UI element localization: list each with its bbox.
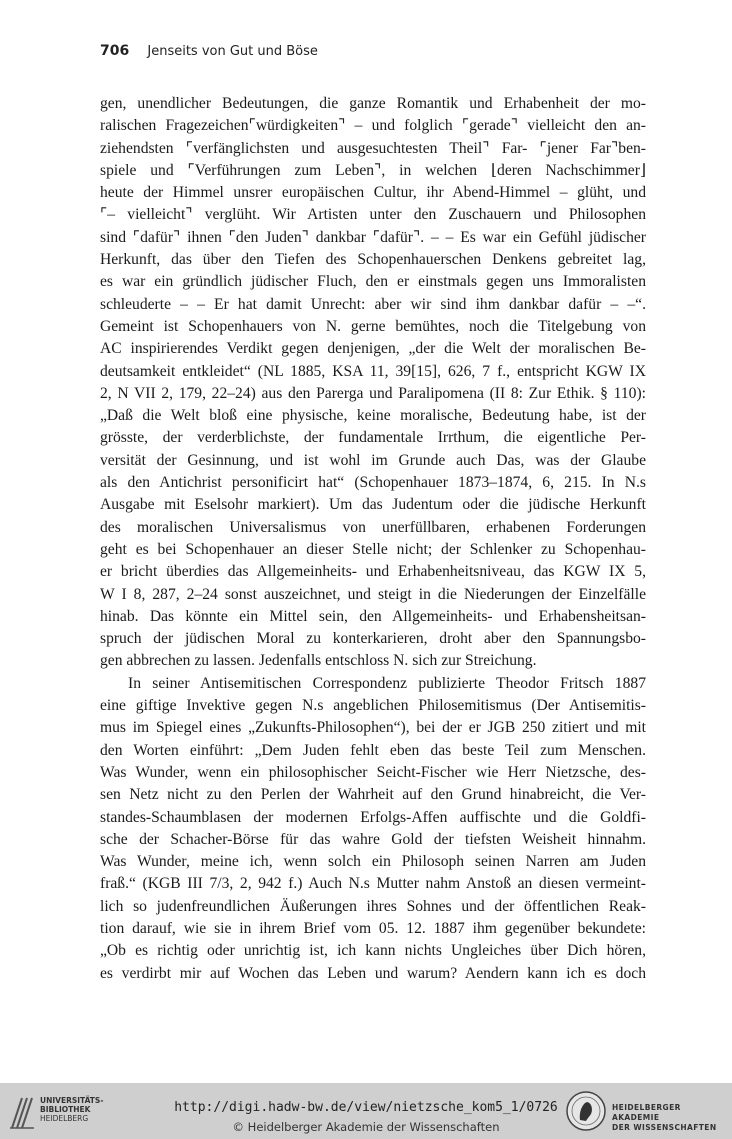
text-line: geht es bei Schopenhauer an dieser Stelle nicht; der Schlenker zu Schopenhau- bbox=[100, 540, 646, 558]
text-line: AC inspirierendes Verdikt gegen denjenigen, „der die Welt der moralischen Be- bbox=[100, 340, 646, 358]
text-line: sche der Schacher-Börse für das wahre Gold der tiefsten Weisheit hinnahm. bbox=[100, 830, 646, 848]
text-line: In seiner Antisemitischen Correspondenz publizierte Theodor Fritsch 1887 bbox=[128, 674, 646, 692]
text-line: Gemeint ist Schopenhauers von N. gerne bemühtes, noch die Titelgebung von bbox=[100, 317, 646, 335]
text-line: tion darauf, wie sie in ihrem Brief vom 05. 12. 1887 ihm gegenüber bekundete: bbox=[100, 919, 646, 937]
text-line: Was Wunder, wenn ein philosophischer Seicht-Fischer wie Herr Nietzsche, des- bbox=[100, 763, 646, 781]
text-line: Ausgabe mit Eselsohr markiert). Um das Judentum oder die jüdische Herkunft bbox=[100, 496, 646, 514]
text-line: ralischen Fragezeichen⌜würdigkeiten⌝ – und folglich ⌜gerade⌝ vielleicht den an- bbox=[100, 117, 646, 135]
text-line: versität der Gesinnung, und ist wohl im Grunde auch Das, was der Glaube bbox=[100, 451, 646, 469]
text-line: den Worten einführt: „Dem Juden fehlt eben das beste Teil zum Menschen. bbox=[100, 741, 646, 759]
text-line: als den Antichrist personificirt hat“ (Schopenhauer 1873–1874, 6, 215. In N.s bbox=[100, 474, 646, 492]
library-name-line: UNIVERSITÄTS- bbox=[40, 1096, 104, 1105]
text-line: W I 8, 287, 2–24 sonst auszeichnet, und steigt in die Niederungen der Einzelfälle bbox=[100, 585, 646, 603]
text-line: ⌜– vielleicht⌝ verglüht. Wir Artisten unter den Zuschauern und Philosophen bbox=[100, 206, 646, 224]
text-line: spruch der jüdischen Moral zu konterkarieren, droht aber den Spannungsbo- bbox=[100, 630, 646, 648]
text-line: Was Wunder, meine ich, wenn solch ein Philosoph seinen Narren am Juden bbox=[100, 853, 646, 871]
text-line: eine giftige Invektive gegen N.s angeblichen Philosemitismus (Der Antisemitis- bbox=[100, 697, 646, 715]
text-line: „Ob es richtig oder unrichtig ist, ich kann nichts Ungleiches über Dich hören, bbox=[100, 942, 646, 960]
text-line: heute der Himmel unsrer europäischen Cultur, ihr Abend-Himmel – glüht, und bbox=[100, 184, 646, 202]
text-line: sen Netz nicht zu den Perlen der Wahrheit auf den Grund hinabreicht, die Ver- bbox=[100, 786, 646, 804]
text-line: fraß.“ (KGB III 7/3, 2, 942 f.) Auch N.s Mutter nahm Anstoß an diesen vermeint- bbox=[100, 875, 646, 893]
library-name-line: BIBLIOTHEK bbox=[40, 1105, 91, 1114]
text-line: schleuderte – – Er hat damit Unrecht: aber wir sind ihm dankbar dafür – –“. bbox=[100, 295, 646, 313]
source-url-link[interactable]: http://digi.hadw-bw.de/view/nietzsche_kom5_1/0726 bbox=[174, 1100, 558, 1115]
text-line: er bricht überdies das Allgemeinheits- und Erhabenheitsniveau, das KGW IX 5, bbox=[100, 563, 646, 581]
footer-band bbox=[0, 1083, 732, 1139]
text-line: ziehendsten ⌜verfänglichsten und ausgesuchtesten Theil⌝ Far- ⌜jener Far⌝ben- bbox=[100, 139, 646, 157]
text-line: mus im Spiegel eines „Zukunfts-Philosophen“), bei der er JGB 250 zitiert und mit bbox=[100, 719, 646, 737]
text-line: lich so judenfreundlichen Äußerungen ihres Sohnes und der öffentlichen Reak- bbox=[100, 897, 646, 915]
academy-seal-icon bbox=[565, 1090, 607, 1132]
running-head bbox=[100, 43, 318, 59]
copyright-notice: © Heidelberger Akademie der Wissenschaften bbox=[232, 1120, 500, 1134]
text-line: grösste, der verderblichste, der fundamentale Irrthum, die eigentliche Per- bbox=[100, 429, 646, 447]
text-line: es war ein gründlich jüdischer Fluch, den er einstmals gegen uns Immoralisten bbox=[100, 273, 646, 291]
text-line: deutsamkeit entkleidet“ (NL 1885, KSA 11, 39[15], 626, 7 f., entspricht KGW IX bbox=[100, 362, 646, 380]
text-line: es verdirbt mir auf Wochen das Leben und warum? Aendern kann ich es doch bbox=[100, 964, 646, 982]
text-line: des moralischen Universalismus von unerfüllbaren, erhabenen Forderungen bbox=[100, 518, 646, 536]
text-line: gen abbrechen zu lassen. Jedenfalls entschloss N. sich zur Streichung. bbox=[100, 652, 537, 670]
academy-name-line: HEIDELBERGER AKADEMIE bbox=[612, 1103, 681, 1122]
academy-logo bbox=[565, 1090, 730, 1134]
text-line: 2, N VII 2, 179, 22–24) aus den Parerga und Paralipomena (II 8: Zur Ethik. § 110): bbox=[100, 384, 646, 402]
text-line: hinab. Das könnte ein Mittel sein, den Allgemeinheits- und Erhabensheitsan- bbox=[100, 607, 646, 625]
body-text bbox=[100, 93, 646, 985]
text-line: Herkunft, das über den Tiefen des Schopenhauerschen Denkens gebreitet lag, bbox=[100, 251, 646, 269]
text-line: spiele und ⌜Verführungen zum Leben⌝, in welchen ⌊deren Nachschimmer⌋ bbox=[100, 161, 646, 179]
academy-name-line: DER WISSENSCHAFTEN bbox=[612, 1123, 717, 1132]
library-name-line: HEIDELBERG bbox=[40, 1114, 89, 1123]
running-title: Jenseits von Gut und Böse bbox=[147, 44, 318, 59]
text-line: sind ⌜dafür⌝ ihnen ⌜den Juden⌝ dankbar ⌜dafür⌝. – – Es war ein Gefühl jüdischer bbox=[100, 228, 646, 246]
page-number: 706 bbox=[100, 43, 130, 59]
text-line: „Daß die Welt bloß eine physische, keine moralische, Bedeutung habe, ist der bbox=[100, 407, 646, 425]
text-line: gen, unendlicher Bedeutungen, die ganze Romantik und Erhabenheit der mo- bbox=[100, 95, 646, 112]
text-line: standes-Schaumblasen der modernen Erfolgs-Affen auffischte und die Goldfi- bbox=[100, 808, 646, 826]
